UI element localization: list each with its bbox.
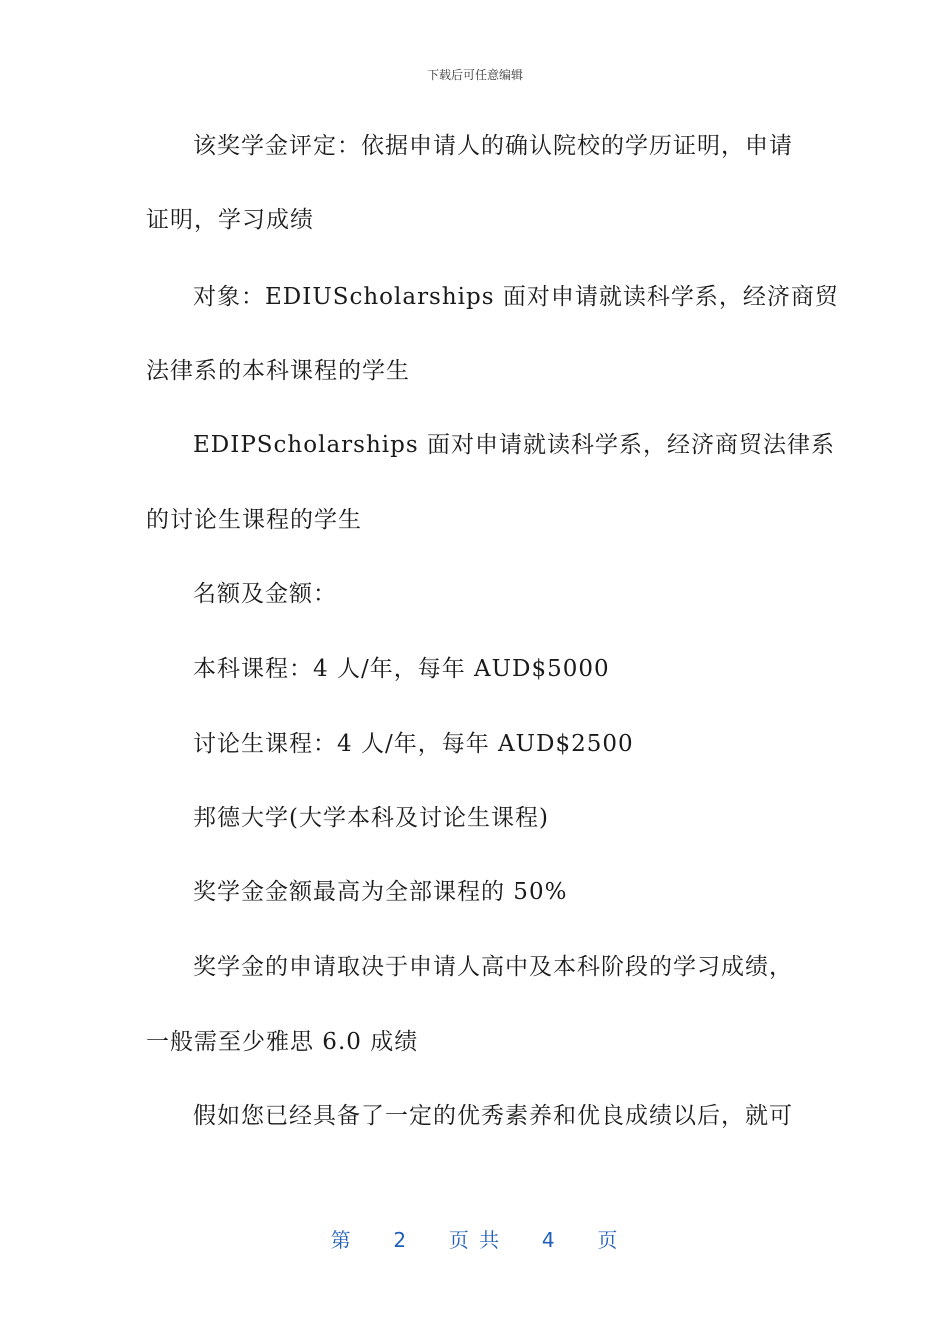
total-page-number: 4	[541, 1228, 557, 1252]
paragraph-line: 本科课程：4 人/年，每年 AUD$5000	[193, 656, 610, 682]
paragraph-line: 一般需至少雅思 6.0 成绩	[146, 1029, 419, 1055]
paragraph-line: 该奖学金评定：依据申请人的确认院校的学历证明，申请	[193, 133, 793, 159]
header-note: 下载后可任意编辑	[426, 68, 523, 82]
paragraph-line: 名额及金额：	[193, 581, 337, 607]
paragraph-line: 证明，学习成绩	[146, 207, 314, 233]
current-page-number: 2	[393, 1228, 409, 1252]
paragraph-line: 的讨论生课程的学生	[146, 507, 362, 533]
paragraph-line: 法律系的本科课程的学生	[146, 358, 410, 384]
footer-middle: 页 共	[448, 1228, 502, 1252]
paragraph-line: 奖学金金额最高为全部课程的 50%	[193, 879, 568, 905]
paragraph-line: 奖学金的申请取决于申请人高中及本科阶段的学习成绩，	[193, 954, 793, 980]
page-footer	[0, 1224, 950, 1253]
paragraph-line: 对象：EDIUScholarships 面对申请就读科学系，经济商贸	[193, 284, 839, 310]
footer-prefix: 第	[330, 1228, 353, 1252]
paragraph-line: EDIPScholarships 面对申请就读科学系，经济商贸法律系	[193, 432, 835, 458]
paragraph-line: 假如您已经具备了一定的优秀素养和优良成绩以后，就可	[193, 1103, 793, 1129]
paragraph-line: 讨论生课程：4 人/年，每年 AUD$2500	[193, 731, 634, 757]
paragraph-line: 邦德大学(大学本科及讨论生课程)	[193, 805, 549, 831]
footer-suffix: 页	[597, 1228, 620, 1252]
